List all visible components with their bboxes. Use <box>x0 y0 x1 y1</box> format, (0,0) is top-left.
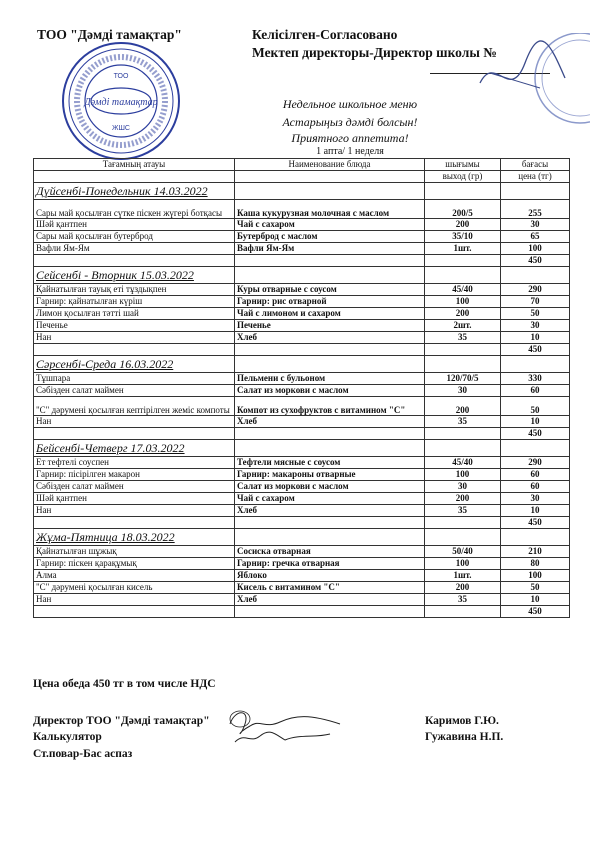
dish-output: 100 <box>425 296 501 308</box>
dish-output: 1шт. <box>425 243 501 255</box>
dish-name-ru: Салат из моркови с маслом <box>235 385 425 397</box>
dish-name-kz: Қайнатылған шұжық <box>34 546 235 558</box>
menu-table <box>33 158 570 618</box>
stamp-center-text: Дәмді тамақтар <box>84 97 158 108</box>
dish-name-ru: Сосиска отварная <box>235 546 425 558</box>
dish-price: 100 <box>501 570 570 582</box>
dish-name-ru: Чай с сахаром <box>235 493 425 505</box>
dish-name-kz: "С" дәрумені қосылған кисель <box>34 582 235 594</box>
dish-name-kz: Гарнир: қайнатылған күріш <box>34 296 235 308</box>
dish-name-ru: Хлеб <box>235 332 425 344</box>
dish-output: 50/40 <box>425 546 501 558</box>
table-row <box>34 582 570 594</box>
dish-name-ru: Гарнир: макароны отварные <box>235 469 425 481</box>
dish-name-ru: Гарнир: гречка отварная <box>235 558 425 570</box>
dish-name-kz: Ет тефтелі соуспен <box>34 457 235 469</box>
day-total: 450 <box>501 255 570 267</box>
table-row <box>34 493 570 505</box>
table-row <box>34 385 570 397</box>
dish-price: 10 <box>501 416 570 428</box>
dish-name-ru: Куры отварные с соусом <box>235 284 425 296</box>
dish-name-kz: Алма <box>34 570 235 582</box>
dish-output: 45/40 <box>425 457 501 469</box>
dish-output: 35 <box>425 594 501 606</box>
header-price-unit: цена (тг) <box>501 171 570 183</box>
dish-output: 30 <box>425 385 501 397</box>
company-name: ТОО "Дәмді тамақтар" <box>37 27 182 42</box>
dish-name-kz: Вафли Ям-Ям <box>34 243 235 255</box>
day-total-row <box>34 344 570 356</box>
day-name: Дүйсенбі-Понедельник 14.03.2022 <box>34 183 235 200</box>
table-row <box>34 594 570 606</box>
price-note: Цена обеда 450 тг в том числе НДС <box>33 678 216 690</box>
dish-name-kz: Қайнатылған тауық еті тұздықпен <box>34 284 235 296</box>
header-ru-name: Наименование блюда <box>235 159 425 171</box>
dish-name-ru: Салат из моркови с маслом <box>235 481 425 493</box>
dish-price: 60 <box>501 469 570 481</box>
dish-name-ru: Яблоко <box>235 570 425 582</box>
table-row <box>34 481 570 493</box>
dish-price: 80 <box>501 558 570 570</box>
header-kz-name: Тағамның атауы <box>34 159 235 171</box>
table-row <box>34 558 570 570</box>
dish-name-kz: Нан <box>34 332 235 344</box>
calculator-label: Калькулятор <box>33 731 102 743</box>
dish-output: 2шт. <box>425 320 501 332</box>
director-name: Каримов Г.Ю. <box>425 715 499 727</box>
menu-title: Недельное школьное меню <box>282 97 418 111</box>
dish-name-kz: Шәй қантпен <box>34 219 235 231</box>
table-row <box>34 505 570 517</box>
day-row <box>34 529 570 546</box>
dish-price: 50 <box>501 397 570 416</box>
dish-price: 60 <box>501 481 570 493</box>
table-row <box>34 457 570 469</box>
day-row <box>34 356 570 373</box>
day-name: Сәрсенбі-Среда 16.03.2022 <box>34 356 235 373</box>
dish-price: 70 <box>501 296 570 308</box>
table-row <box>34 284 570 296</box>
dish-name-ru: Тефтели мясные с соусом <box>235 457 425 469</box>
day-name: Бейсенбі-Четверг 17.03.2022 <box>34 440 235 457</box>
day-total-row <box>34 255 570 267</box>
menu-greeting-ru: Приятного аппетита! <box>291 131 409 145</box>
table-row <box>34 296 570 308</box>
day-total: 450 <box>501 344 570 356</box>
dish-name-ru: Каша кукурузная молочная с маслом <box>235 200 425 219</box>
dish-name-ru: Печенье <box>235 320 425 332</box>
dish-price: 50 <box>501 582 570 594</box>
dish-name-kz: Нан <box>34 505 235 517</box>
dish-name-kz: Нан <box>34 416 235 428</box>
table-row <box>34 546 570 558</box>
dish-price: 210 <box>501 546 570 558</box>
cook-label: Ст.повар-Бас аспаз <box>33 748 133 760</box>
dish-name-kz: Сәбізден салат маймен <box>34 385 235 397</box>
dish-output: 100 <box>425 469 501 481</box>
dish-name-kz: Сәбізден салат маймен <box>34 481 235 493</box>
table-row <box>34 200 570 219</box>
table-header-row-2 <box>34 171 570 183</box>
day-total: 450 <box>501 428 570 440</box>
dish-output: 30 <box>425 481 501 493</box>
approval-line-1: Келісілген-Согласовано <box>252 27 398 42</box>
day-total: 450 <box>501 517 570 529</box>
dish-name-kz: Печенье <box>34 320 235 332</box>
day-total-row <box>34 606 570 618</box>
dish-output: 35 <box>425 332 501 344</box>
dish-name-kz: Тұшпара <box>34 373 235 385</box>
table-row <box>34 308 570 320</box>
dish-output: 35 <box>425 416 501 428</box>
header-output: шығымы <box>425 159 501 171</box>
approval-line-2: Мектеп директоры-Директор школы № <box>252 45 497 60</box>
dish-output: 200 <box>425 397 501 416</box>
day-total: 450 <box>501 606 570 618</box>
day-name: Жұма-Пятница 18.03.2022 <box>34 529 235 546</box>
dish-name-ru: Чай с сахаром <box>235 219 425 231</box>
dish-price: 30 <box>501 219 570 231</box>
dish-price: 50 <box>501 308 570 320</box>
header-output-unit: выход (гр) <box>425 171 501 183</box>
dish-output: 200 <box>425 219 501 231</box>
day-row <box>34 440 570 457</box>
table-row <box>34 416 570 428</box>
table-row <box>34 332 570 344</box>
dish-price: 330 <box>501 373 570 385</box>
dish-name-kz: Сары май қосылған бутерброд <box>34 231 235 243</box>
day-total-row <box>34 428 570 440</box>
table-row <box>34 243 570 255</box>
dish-name-ru: Хлеб <box>235 594 425 606</box>
dish-name-kz: Нан <box>34 594 235 606</box>
day-row <box>34 267 570 284</box>
dish-name-ru: Вафли Ям-Ям <box>235 243 425 255</box>
dish-name-kz: Сары май қосылған сүтке піскен жүгері ботқасы <box>34 200 235 219</box>
calculator-name: Гужавина Н.П. <box>425 731 504 743</box>
dish-price: 100 <box>501 243 570 255</box>
dish-output: 35 <box>425 505 501 517</box>
table-header-row <box>34 159 570 171</box>
dish-name-ru: Пельмени с бульоном <box>235 373 425 385</box>
menu-greeting-kz: Астарыңыз дәмді болсын! <box>282 115 418 129</box>
dish-price: 10 <box>501 594 570 606</box>
dish-price: 30 <box>501 320 570 332</box>
handwritten-signatures <box>220 704 350 749</box>
dish-output: 120/70/5 <box>425 373 501 385</box>
director-label: Директор ТОО "Дәмді тамақтар" <box>33 715 210 727</box>
table-row <box>34 231 570 243</box>
day-total-row <box>34 517 570 529</box>
table-row <box>34 469 570 481</box>
dish-output: 45/40 <box>425 284 501 296</box>
dish-output: 100 <box>425 558 501 570</box>
dish-name-kz: Гарнир: піскен қарақұмық <box>34 558 235 570</box>
dish-name-ru: Хлеб <box>235 505 425 517</box>
dish-name-ru: Чай с лимоном и сахаром <box>235 308 425 320</box>
dish-price: 30 <box>501 493 570 505</box>
table-row <box>34 320 570 332</box>
table-row <box>34 397 570 416</box>
menu-week: 1 апта/ 1 неделя <box>316 146 384 157</box>
dish-price: 10 <box>501 505 570 517</box>
dish-name-ru: Компот из сухофруктов с витамином "С" <box>235 397 425 416</box>
stamp-bottom-text: ЖШС <box>112 125 130 132</box>
dish-price: 10 <box>501 332 570 344</box>
day-name: Сейсенбі - Вторник 15.03.2022 <box>34 267 235 284</box>
day-row <box>34 183 570 200</box>
table-row <box>34 373 570 385</box>
dish-price: 255 <box>501 200 570 219</box>
dish-name-ru: Кисель с витамином "С" <box>235 582 425 594</box>
dish-output: 200 <box>425 493 501 505</box>
dish-name-kz: Лимон қосылған тәтті шай <box>34 308 235 320</box>
header-price: бағасы <box>501 159 570 171</box>
dish-name-kz: Гарнир: пісірілген макарон <box>34 469 235 481</box>
dish-name-ru: Бутерброд с маслом <box>235 231 425 243</box>
dish-price: 290 <box>501 284 570 296</box>
table-row <box>34 570 570 582</box>
stamp-top-text: ТОО <box>113 73 129 80</box>
dish-output: 200 <box>425 308 501 320</box>
dish-output: 35/10 <box>425 231 501 243</box>
dish-price: 65 <box>501 231 570 243</box>
dish-output: 200/5 <box>425 200 501 219</box>
dish-name-kz: Шәй қантпен <box>34 493 235 505</box>
dish-price: 290 <box>501 457 570 469</box>
dish-price: 60 <box>501 385 570 397</box>
dish-output: 1шт. <box>425 570 501 582</box>
table-row <box>34 219 570 231</box>
dish-name-ru: Гарнир: рис отварной <box>235 296 425 308</box>
dish-name-ru: Хлеб <box>235 416 425 428</box>
dish-name-kz: "С" дәрумені қосылған кептірілген жеміс компоты <box>34 397 235 416</box>
dish-output: 200 <box>425 582 501 594</box>
